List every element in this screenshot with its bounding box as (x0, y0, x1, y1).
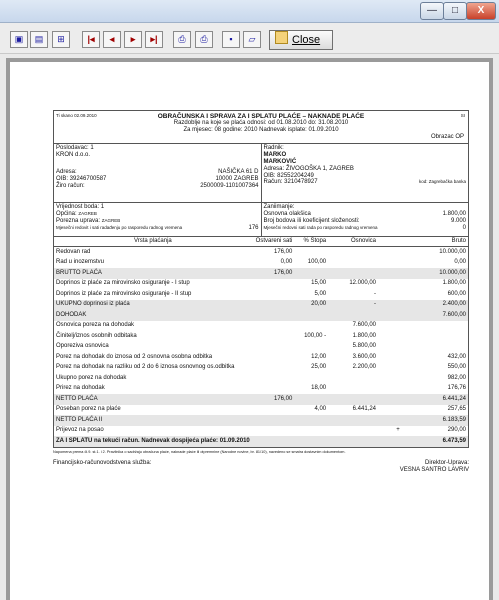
cell-amount: 1.800,00 (442, 280, 466, 287)
employee-hours-value: 0 (462, 224, 466, 231)
municipality: ZAGREB (78, 210, 97, 216)
report-toolbar (0, 23, 499, 54)
cell-base (328, 394, 378, 405)
employee-label: Radnik: (263, 145, 284, 151)
cell-hours (252, 331, 295, 342)
cell-hours (252, 289, 295, 300)
col-base: Osnovica (328, 237, 378, 247)
cell-label: Prirez na dohodak (56, 385, 105, 392)
cell-sign (378, 247, 418, 258)
director-signature (400, 460, 469, 474)
cell-label: Redovan rad (56, 248, 91, 255)
cell-label: Doprinos iz plaće za mirovinsko osiguranje - I stup (56, 280, 190, 287)
cell-hours (252, 310, 295, 321)
cell-label: ZA I SPLATU na tekući račun. Nadnevak dospijeća plaće: 01.09.2010 (54, 436, 252, 447)
col-sign (378, 237, 418, 247)
open-folder-icon[interactable]: ▱ (243, 31, 261, 48)
previous-page-icon[interactable]: ◂ (103, 31, 121, 48)
cell-rate: 4,00 (314, 406, 327, 413)
cell-label: Poseban porez na plaće (56, 406, 121, 413)
base-allowance-label: Osnovna olakšica (263, 210, 311, 217)
calculation-table (54, 237, 468, 447)
cell-label: Porez na dohodak na razliku od 2 do 6 iznosa osnovnog os.odbitka (56, 364, 235, 371)
cell-sign (378, 258, 418, 269)
cell-base: 7.600,00 (352, 322, 377, 329)
table-row (54, 415, 468, 426)
footnote: Napomena prema čl.9. st.1. i 2. Pravilnika o sadržaju obračuna plaće, naknade plaće ili otpremnine (Narodne novine, br. 81/10), navedeno se smatra dostavnim dokumentom. (53, 449, 346, 454)
table-row (54, 310, 468, 321)
cell-base (328, 268, 378, 279)
cell-hours (252, 436, 295, 447)
accounting-signature: Financijsko-računovodstvena služba: (53, 459, 152, 466)
cell-sign (378, 436, 418, 447)
next-page-icon[interactable]: ▸ (124, 31, 142, 48)
cell-amount (418, 321, 468, 332)
employer-details (54, 203, 262, 236)
cell-label: Porez na dohodak do iznosa od 2 osnovna osobna odbitka (56, 353, 213, 360)
payslip-header (54, 111, 468, 144)
cell-amount: 6.473,59 (418, 436, 468, 447)
cell-amount: 176,76 (447, 385, 466, 392)
cell-base (328, 426, 378, 437)
employee-details (262, 203, 469, 236)
cell-base: 3.600,00 (352, 353, 377, 360)
cell-label: Činitelj/iznos osobnih odbitaka (56, 332, 137, 339)
cell-rate (294, 394, 328, 405)
cell-label: Prijevoz na posao (56, 427, 104, 434)
cell-amount: 10.000,00 (439, 248, 466, 255)
cell-rate: 5,00 (314, 290, 327, 297)
table-row (54, 279, 468, 290)
employer-hours-label: Mjesečni redovit i sati radađenju po rasporedu radnog vremena (56, 224, 183, 230)
employer-label: Poslodavac: 1 (56, 145, 94, 151)
cell-hours (252, 373, 295, 384)
cell-hours (252, 279, 295, 290)
table-row (54, 268, 468, 279)
tax-office: ZAGREB (101, 217, 121, 223)
table-row (54, 363, 468, 374)
table-row (54, 436, 468, 447)
cell-rate (294, 268, 328, 279)
cell-base: 5.800,00 (352, 343, 377, 350)
cell-rate (294, 310, 328, 321)
print-icon[interactable]: ⎙ (195, 31, 213, 48)
employer-account: 2500009-1101007364 (200, 182, 259, 189)
report-page (10, 62, 489, 600)
payslip-frame (53, 110, 469, 448)
first-page-icon[interactable]: |◂ (82, 31, 100, 48)
table-row (54, 300, 468, 311)
print-setup-icon[interactable]: ⎙ (173, 31, 191, 48)
last-page-icon[interactable]: ▸| (145, 31, 163, 48)
cell-base: - (374, 290, 377, 297)
cell-amount: 550,00 (447, 364, 466, 371)
table-row (54, 342, 468, 353)
window-close-button[interactable]: X (466, 2, 496, 20)
cell-rate: 100,00 (307, 259, 327, 266)
employer-street: NAŠIČKA 61 D (218, 168, 259, 175)
cell-sign (378, 321, 418, 332)
col-hours: Ostvareni sati (252, 237, 295, 247)
cell-amount: 290,00 (447, 427, 466, 434)
cell-rate: 15,00 (311, 280, 327, 287)
cell-hours (252, 342, 295, 353)
cell-base (328, 247, 378, 258)
cell-rate (294, 342, 328, 353)
cell-base (328, 384, 378, 395)
cell-sign (378, 394, 418, 405)
employee-address: Adresa: ŽIVOGOŠKA 1, ZAGREB (263, 165, 354, 172)
occupation-label: Zaniimanje: (263, 204, 295, 210)
employee-first-name: MARKO (263, 151, 287, 158)
table-row (54, 373, 468, 384)
employer-city: 10000 ZAGREB (215, 175, 259, 182)
cell-amount: 6.183,59 (418, 415, 468, 426)
cell-rate (294, 415, 328, 426)
cell-base (328, 415, 378, 426)
table-row (54, 426, 468, 437)
cell-rate: 18,00 (311, 385, 327, 392)
single-page-icon[interactable]: ▣ (10, 31, 28, 48)
cell-sign (378, 352, 418, 363)
cell-sign (378, 384, 418, 395)
cell-label: NETTO PLAĆA II (54, 415, 252, 426)
cell-hours (252, 321, 295, 332)
coefficient-label: Broj bodova ili koeficijent složenosti: (263, 217, 360, 224)
cell-base: 1.800,00 (352, 332, 377, 339)
preview-canvas[interactable] (6, 58, 493, 600)
cell-hours (252, 363, 295, 374)
director-title: Direktor-Uprava: (424, 459, 469, 466)
details-section (54, 203, 468, 237)
table-row (54, 321, 468, 332)
table-row (54, 331, 468, 342)
cell-sign (378, 300, 418, 311)
cell-hours (252, 426, 295, 437)
employer-block (54, 144, 262, 202)
cell-amount: 432,00 (447, 353, 466, 360)
table-row (54, 394, 468, 405)
employee-bank: kod: Zagrebačka banka (418, 179, 466, 185)
cell-sign (378, 415, 418, 426)
employer-address-label: Adresa: (56, 168, 77, 175)
cell-label: Doprinos iz plaće za mirovinsko osiguranje - II stup (56, 290, 192, 297)
save-icon[interactable]: ▪ (222, 31, 240, 48)
cell-amount: 257,65 (447, 406, 466, 413)
signatures (53, 460, 469, 474)
cell-rate: 12,00 (311, 353, 327, 360)
cell-hours (252, 415, 295, 426)
cell-hours (252, 352, 295, 363)
cell-sign: + (396, 427, 400, 434)
cell-rate (294, 436, 328, 447)
cell-hours (252, 405, 295, 416)
cell-amount: 6.441,24 (418, 394, 468, 405)
cell-sign (378, 363, 418, 374)
close-button[interactable] (269, 30, 333, 50)
cell-amount (418, 331, 468, 342)
close-button-label: Close (292, 34, 321, 46)
cell-amount: 7.600,00 (418, 310, 468, 321)
col-rate: % Stopa (294, 237, 328, 247)
table-row (54, 247, 468, 258)
employee-oib: OIB: 82552204249 (263, 172, 314, 179)
cell-hours: 176,00 (252, 394, 295, 405)
cell-sign (378, 331, 418, 342)
cell-sign (378, 405, 418, 416)
table-row (54, 289, 468, 300)
col-type: Vrsta plaćanja (54, 237, 252, 247)
cell-amount: 982,00 (447, 374, 466, 381)
period-line: Razdoblje na koje se plaća odnosi: od 01.08.2010 do: 31.08.2010 (173, 120, 349, 127)
form-code: Obrazac OP (430, 134, 464, 141)
cell-sign (378, 279, 418, 290)
employer-hours-value: 176 (248, 224, 259, 231)
cell-amount: 2.400,00 (418, 300, 468, 311)
base-allowance-value: 1.800,00 (442, 210, 466, 217)
cell-base: 12.000,00 (349, 280, 377, 287)
window-titlebar (0, 0, 499, 23)
table-row (54, 352, 468, 363)
municipality-label: Općina: (56, 210, 77, 217)
cell-label: Ukupno porez na dohodak (56, 374, 127, 381)
cell-label: Rad u inozemstvu (56, 259, 105, 266)
multi-page-icon[interactable]: ▤ (30, 31, 48, 48)
page-mark: SI (460, 113, 465, 118)
tax-office-label: Porezna uprava: (56, 217, 101, 224)
cell-hours: 0,00 (280, 259, 293, 266)
cell-base (328, 258, 378, 269)
table-row (54, 405, 468, 416)
cell-base: - (328, 300, 378, 311)
cell-amount: 0,00 (454, 259, 466, 266)
employee-hours-label: Mjesečni redovni sati rada po rasporedu radnog vremena (263, 224, 378, 230)
print-date: Ti skano 02.09.2010 (56, 113, 97, 118)
month-line: Za mjesec: 08 godine: 2010 Nadnevak isplate: 01.09.2010 (183, 127, 339, 134)
cell-rate (294, 373, 328, 384)
cell-hours (252, 300, 295, 311)
cell-rate: 25,00 (311, 364, 327, 371)
coefficient-value: 9.000 (450, 217, 466, 224)
cell-base (328, 310, 378, 321)
cell-hours (252, 384, 295, 395)
parties-section (54, 144, 468, 203)
cell-rate (294, 321, 328, 332)
minimize-button[interactable]: — (420, 2, 444, 20)
cell-rate (294, 247, 328, 258)
cell-sign (378, 289, 418, 300)
cell-sign (378, 268, 418, 279)
cell-rate (294, 426, 328, 437)
col-gross: Bruto (418, 237, 468, 247)
cell-base (328, 373, 378, 384)
cell-rate: 100,00 - (304, 332, 327, 339)
cell-sign (378, 310, 418, 321)
cell-hours: 176,00 (252, 268, 295, 279)
cell-sign (378, 373, 418, 384)
table-row (54, 258, 468, 269)
table-header (54, 237, 468, 247)
employee-block (262, 144, 469, 202)
cell-amount: 10.000,00 (418, 268, 468, 279)
cell-hours: 176,00 (273, 248, 293, 255)
points-value: Vrijednost boda: 1 (56, 204, 105, 210)
employer-name: KRON d.o.o. (56, 151, 91, 158)
cell-rate: 20,00 (294, 300, 328, 311)
maximize-button[interactable]: □ (443, 2, 467, 20)
cell-sign (378, 342, 418, 353)
cell-amount: 600,00 (447, 290, 466, 297)
payslip-document (53, 110, 469, 474)
cell-amount (418, 342, 468, 353)
cell-label: NETTO PLAĆA (54, 394, 252, 405)
cell-label: BRUTTO PLAĆA (54, 268, 252, 279)
table-row (54, 384, 468, 395)
cell-label: DOHODAK (54, 310, 252, 321)
cell-base: 2.200,00 (352, 364, 377, 371)
cell-label: Oporeziva osnovica (56, 343, 109, 350)
cell-label: UKUPNO doprinosi iz plaća (54, 300, 252, 311)
employee-last-name: MARKOVIĆ (263, 158, 297, 165)
document-title: OBRAČUNSKA I SPRAVA ZA I SPLATU PLAĆE – NAKNADE PLAĆE (157, 113, 365, 120)
director-name: VESNA SANTRO LAVRIV (399, 466, 469, 473)
cell-base: 6.441,24 (352, 406, 377, 413)
cell-base (328, 436, 378, 447)
cell-label: Osnovica poreza na dohodak (56, 322, 135, 329)
employer-account-label: Žiro račun: (56, 182, 85, 189)
employee-account: Račun: 3210478927 (263, 179, 318, 186)
door-icon (275, 31, 288, 44)
zoom-icon[interactable]: ⊞ (52, 31, 70, 48)
employer-oib: OIB: 39246700587 (56, 175, 107, 182)
